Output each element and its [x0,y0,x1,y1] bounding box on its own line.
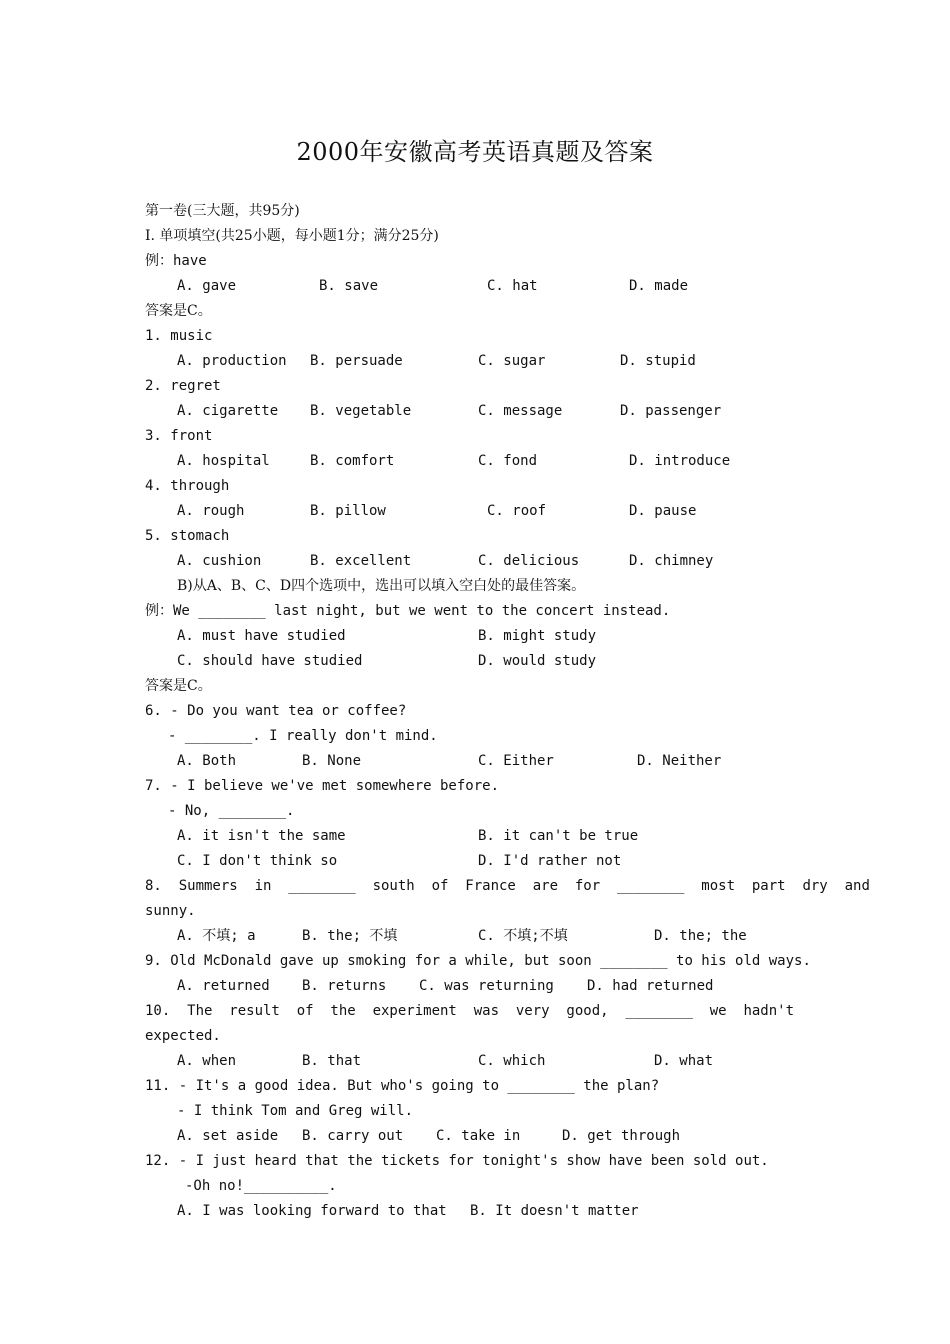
page-title: 2000年安徽高考英语真题及答案 [296,138,654,166]
option-b: B. returns [302,978,387,994]
option-c: C. I don't think so [177,853,338,869]
option-b: B. vegetable [310,403,412,419]
question-stem: 1. music [145,328,213,344]
partb-instruction: B)从A、B、C、D四个选项中，选出可以填入空白处的最佳答案。 [177,578,586,594]
option-d: D. get through [562,1128,681,1144]
option-c: C. message [478,403,563,419]
question-line: 6. - Do you want tea or coffee? [145,703,407,719]
example1-label: 例：have [145,253,207,269]
option-b: B. the; 不填 [302,928,398,944]
option-d: D. Neither [637,753,722,769]
option-b: B. carry out [302,1128,404,1144]
option-a: A. 不填; a [177,928,256,944]
question-line: 8. Summers in ________ south of France are for ________ most part dry and [145,878,870,894]
example2-option-b: B. might study [478,628,597,644]
option-a: A. returned [177,978,270,994]
example2-option-a: A. must have studied [177,628,346,644]
example2-option-c: C. should have studied [177,653,363,669]
question-line: sunny. [145,903,196,919]
question-stem: 5. stomach [145,528,230,544]
option-d: D. introduce [629,453,731,469]
option-c: C. was returning [419,978,554,994]
example1-option-c: C. hat [487,278,538,294]
question-stem: 4. through [145,478,230,494]
option-c: C. 不填;不填 [478,928,568,944]
example1-option-b: B. save [319,278,379,294]
option-c: C. delicious [478,553,580,569]
question-stem: 3. front [145,428,213,444]
question-line: -Oh no!__________. [185,1178,337,1194]
option-b: B. None [302,753,362,769]
example1-option-a: A. gave [177,278,237,294]
option-d: D. stupid [620,353,696,369]
option-a: A. rough [177,503,245,519]
option-d: D. had returned [587,978,714,994]
option-b: B. excellent [310,553,412,569]
option-b: B. pillow [310,503,386,519]
question-line: 7. - I believe we've met somewhere before. [145,778,500,794]
example2-label: 例：We ________ last night, but we went to the concert instead. [145,603,671,619]
option-c: C. take in [436,1128,521,1144]
question-line: - No, ________. [168,803,295,819]
option-b: B. that [302,1053,362,1069]
option-a: A. hospital [177,453,270,469]
question-line: 12. - I just heard that the tickets for tonight's show have been sold out. [145,1153,769,1169]
part1-header: I. 单项填空(共25小题，每小题1分；满分25分) [145,228,439,244]
option-c: C. sugar [478,353,546,369]
option-d: D. pause [629,503,697,519]
option-a: A. production [177,353,287,369]
question-line: - I think Tom and Greg will. [177,1103,414,1119]
option-a: A. cushion [177,553,262,569]
option-d: D. chimney [629,553,714,569]
option-d: D. what [654,1053,714,1069]
option-b: B. it can't be true [478,828,639,844]
option-c: C. which [478,1053,546,1069]
option-d: D. passenger [620,403,722,419]
option-d: D. the; the [654,928,747,944]
section-header: 第一卷(三大题，共95分) [145,203,300,219]
option-a: A. Both [177,753,237,769]
example1-option-d: D. made [629,278,689,294]
option-b: B. comfort [310,453,395,469]
option-c: C. roof [487,503,547,519]
option-a: A. I was looking forward to that [177,1203,447,1219]
option-b: B. It doesn't matter [470,1203,639,1219]
question-line: expected. [145,1028,221,1044]
option-a: A. cigarette [177,403,279,419]
question-line: 11. - It's a good idea. But who's going to ________ the plan? [145,1078,660,1094]
question-line: - ________. I really don't mind. [168,728,438,744]
option-c: C. Either [478,753,554,769]
question-line: 9. Old McDonald gave up smoking for a while, but soon ________ to his old ways. [145,953,811,969]
option-d: D. I'd rather not [478,853,622,869]
option-b: B. persuade [310,353,403,369]
option-a: A. when [177,1053,237,1069]
option-c: C. fond [478,453,538,469]
question-stem: 2. regret [145,378,221,394]
example1-answer: 答案是C。 [145,303,212,319]
example2-option-d: D. would study [478,653,597,669]
question-line: 10. The result of the experiment was very good, ________ we hadn't [145,1003,795,1019]
example2-answer: 答案是C。 [145,678,212,694]
option-a: A. it isn't the same [177,828,346,844]
option-a: A. set aside [177,1128,279,1144]
